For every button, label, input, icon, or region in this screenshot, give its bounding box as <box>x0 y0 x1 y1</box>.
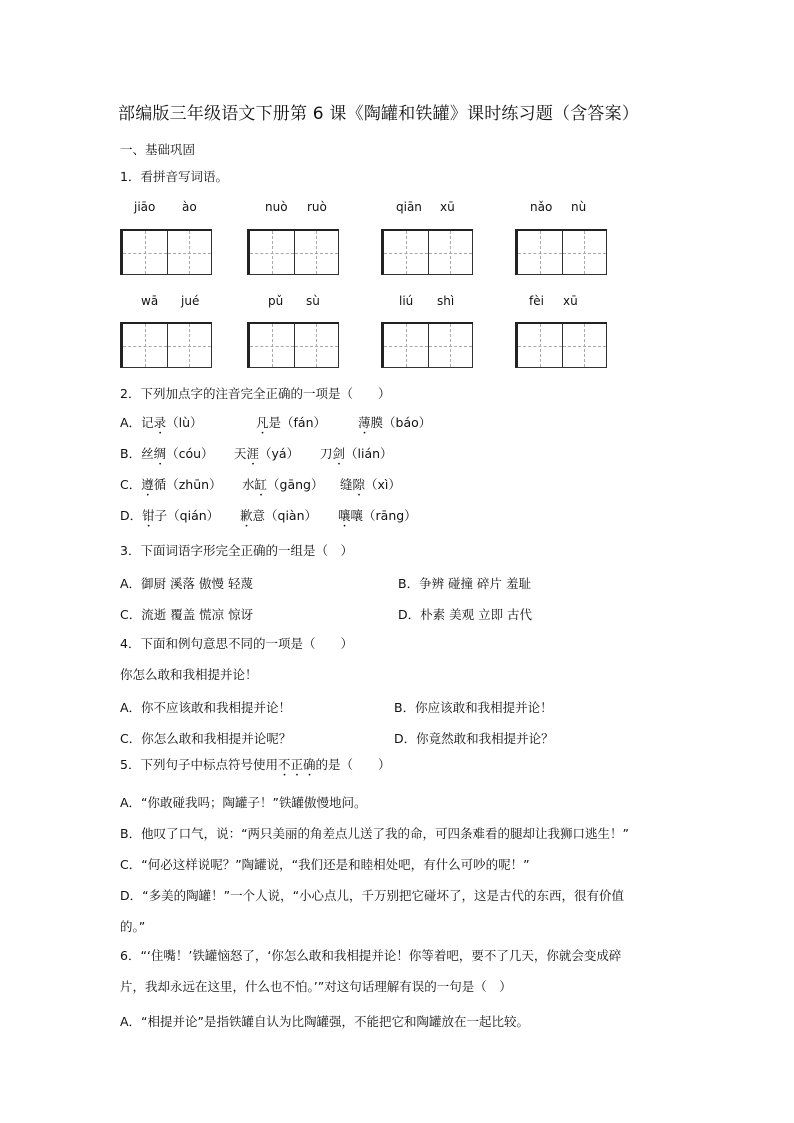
pinyin: nù <box>571 200 587 214</box>
pinyin: xū <box>563 294 578 308</box>
question-6-line2: 片，我却永远在这里，什么也不怕。’”对这句话理解有误的一句是（ ） <box>120 979 512 994</box>
option-4d[interactable]: D．你竟然敢和我相提并论？ <box>394 731 554 746</box>
option-2c[interactable] <box>120 477 401 499</box>
pinyin: nuò <box>265 200 288 214</box>
option-text: 循（zhūn） <box>153 477 222 492</box>
pinyin: wā <box>141 294 159 308</box>
question-2-stem: 2．下列加点字的注音完全正确的一项是（ ） <box>120 386 391 401</box>
dotted-char: 隙 <box>352 477 366 492</box>
option-text: 子（qián） <box>154 508 220 523</box>
writing-grid[interactable] <box>381 322 473 368</box>
pinyin: qiān <box>396 200 422 214</box>
option-item <box>234 446 299 468</box>
option-label: B． <box>120 446 142 461</box>
option-text: 是（fán） <box>268 415 326 430</box>
pinyin: ruò <box>307 200 327 214</box>
option-5c[interactable]: C．“何必这样说呢？”陶罐说，“我们还是和睦相处吧，有什么可吵的呢！” <box>120 857 530 872</box>
option-label: D． <box>120 508 143 523</box>
pinyin: shì <box>437 294 455 308</box>
pinyin: pǔ <box>268 294 284 308</box>
pinyin: jué <box>181 294 200 308</box>
option-item <box>358 415 431 437</box>
question-5-stem <box>120 757 391 779</box>
option-3d[interactable]: D．朴素 美观 立即 古代 <box>398 607 533 622</box>
option-item <box>340 477 401 499</box>
writing-grid[interactable] <box>120 229 212 275</box>
option-4a[interactable]: A．你不应该敢和我相提并论！ <box>120 700 292 715</box>
pinyin: xū <box>440 200 455 214</box>
option-5b[interactable]: B．他叹了口气，说：“两只美丽的角差点儿送了我的命，可四条难看的腿却让我狮口逃生！” <box>120 826 630 841</box>
option-2d[interactable] <box>120 508 417 530</box>
stem-text: 的是（ ） <box>315 757 391 772</box>
pinyin: ào <box>182 200 197 214</box>
option-text: （yá） <box>259 446 300 461</box>
dotted-char: 缸 <box>254 477 268 492</box>
dotted-char: 录 <box>153 415 167 430</box>
example-sentence: 你怎么敢和我相提并论！ <box>120 667 258 682</box>
section-heading: 一、基础巩固 <box>120 142 196 157</box>
writing-grid[interactable] <box>515 229 607 275</box>
question-3-stem: 3．下面词语字形完全正确的一组是（ ） <box>120 543 353 558</box>
option-3c[interactable]: C．流逝 覆盖 慌凉 惊讶 <box>120 607 254 622</box>
option-text: 记 <box>141 415 154 430</box>
option-2a[interactable] <box>120 415 432 437</box>
writing-grid[interactable] <box>381 229 473 275</box>
option-text: （cóu） <box>166 446 214 461</box>
question-6-line1: 6．“‘住嘴！’铁罐恼怒了，‘你怎么敢和我相提并论！你等着吧，要不了几天，你就会变成碎 <box>120 948 622 963</box>
option-text: 水 <box>242 477 255 492</box>
question-1-stem: 1．看拼音写词语。 <box>120 169 228 184</box>
option-text: （gāng） <box>267 477 324 492</box>
option-2b[interactable] <box>120 446 393 468</box>
option-label: A． <box>120 415 142 430</box>
option-5a[interactable]: A．“你敢碰我吗；陶罐子！”铁罐傲慢地问。 <box>120 795 367 810</box>
dotted-char: 薄 <box>358 415 371 430</box>
pinyin: jiāo <box>134 200 156 214</box>
option-6a[interactable]: A．“相提并论”是指铁罐自认为比陶罐强，不能把它和陶罐放在一起比较。 <box>120 1014 530 1029</box>
option-4c[interactable]: C．你怎么敢和我相提并论呢？ <box>120 731 292 746</box>
option-5d-line2: 的。” <box>120 919 146 934</box>
option-text: 丝 <box>141 446 154 461</box>
option-item <box>338 508 417 530</box>
writing-grid[interactable] <box>120 322 212 368</box>
option-item <box>320 446 393 468</box>
pinyin: liú <box>399 294 414 308</box>
dotted-char: 涯 <box>246 446 260 461</box>
dotted-char: 遵 <box>141 477 154 492</box>
dotted-char: 剑 <box>332 446 346 461</box>
option-text: 刀 <box>320 446 333 461</box>
option-3b[interactable]: B．争辨 碰撞 碎片 羞耻 <box>398 576 531 591</box>
dotted-char: 钳 <box>142 508 155 523</box>
pinyin: nǎo <box>530 200 553 214</box>
option-3a[interactable]: A．御厨 溪落 傲慢 轻蔑 <box>120 576 253 591</box>
page-title: 部编版三年级语文下册第 6 课《陶罐和铁罐》课时练习题（含答案） <box>118 104 640 124</box>
option-text: （lù） <box>166 415 203 430</box>
writing-grid[interactable] <box>247 322 339 368</box>
dotted-phrase: 不正确 <box>277 757 316 772</box>
option-text: （xì） <box>365 477 401 492</box>
writing-grid[interactable] <box>515 322 607 368</box>
option-4b[interactable]: B．你应该敢和我相提并论！ <box>394 700 553 715</box>
pinyin: sù <box>306 294 320 308</box>
option-text: 膜（báo） <box>370 415 432 430</box>
option-item <box>256 415 326 437</box>
question-4-stem: 4．下面和例句意思不同的一项是（ ） <box>120 636 353 651</box>
stem-text: 5．下列句子中标点符号使用 <box>120 757 278 772</box>
writing-grid[interactable] <box>247 229 339 275</box>
option-5d-line1[interactable]: D．“多美的陶罐！”一个人说，“小心点儿，千万别把它碰坏了，这是古代的东西，很有价值 <box>120 888 625 903</box>
option-text: 嚷（rāng） <box>350 508 417 523</box>
option-label: C． <box>120 477 142 492</box>
option-text: （lián） <box>345 446 393 461</box>
option-text: 天 <box>234 446 247 461</box>
dotted-char: 歉 <box>240 508 253 523</box>
option-item <box>240 508 317 530</box>
dotted-char: 凡 <box>256 415 269 430</box>
option-text: 意（qiàn） <box>252 508 318 523</box>
option-item <box>242 477 323 499</box>
option-text: 缝 <box>340 477 353 492</box>
dotted-char: 绸 <box>153 446 167 461</box>
pinyin: fèi <box>529 294 544 308</box>
dotted-char: 嚷 <box>338 508 351 523</box>
